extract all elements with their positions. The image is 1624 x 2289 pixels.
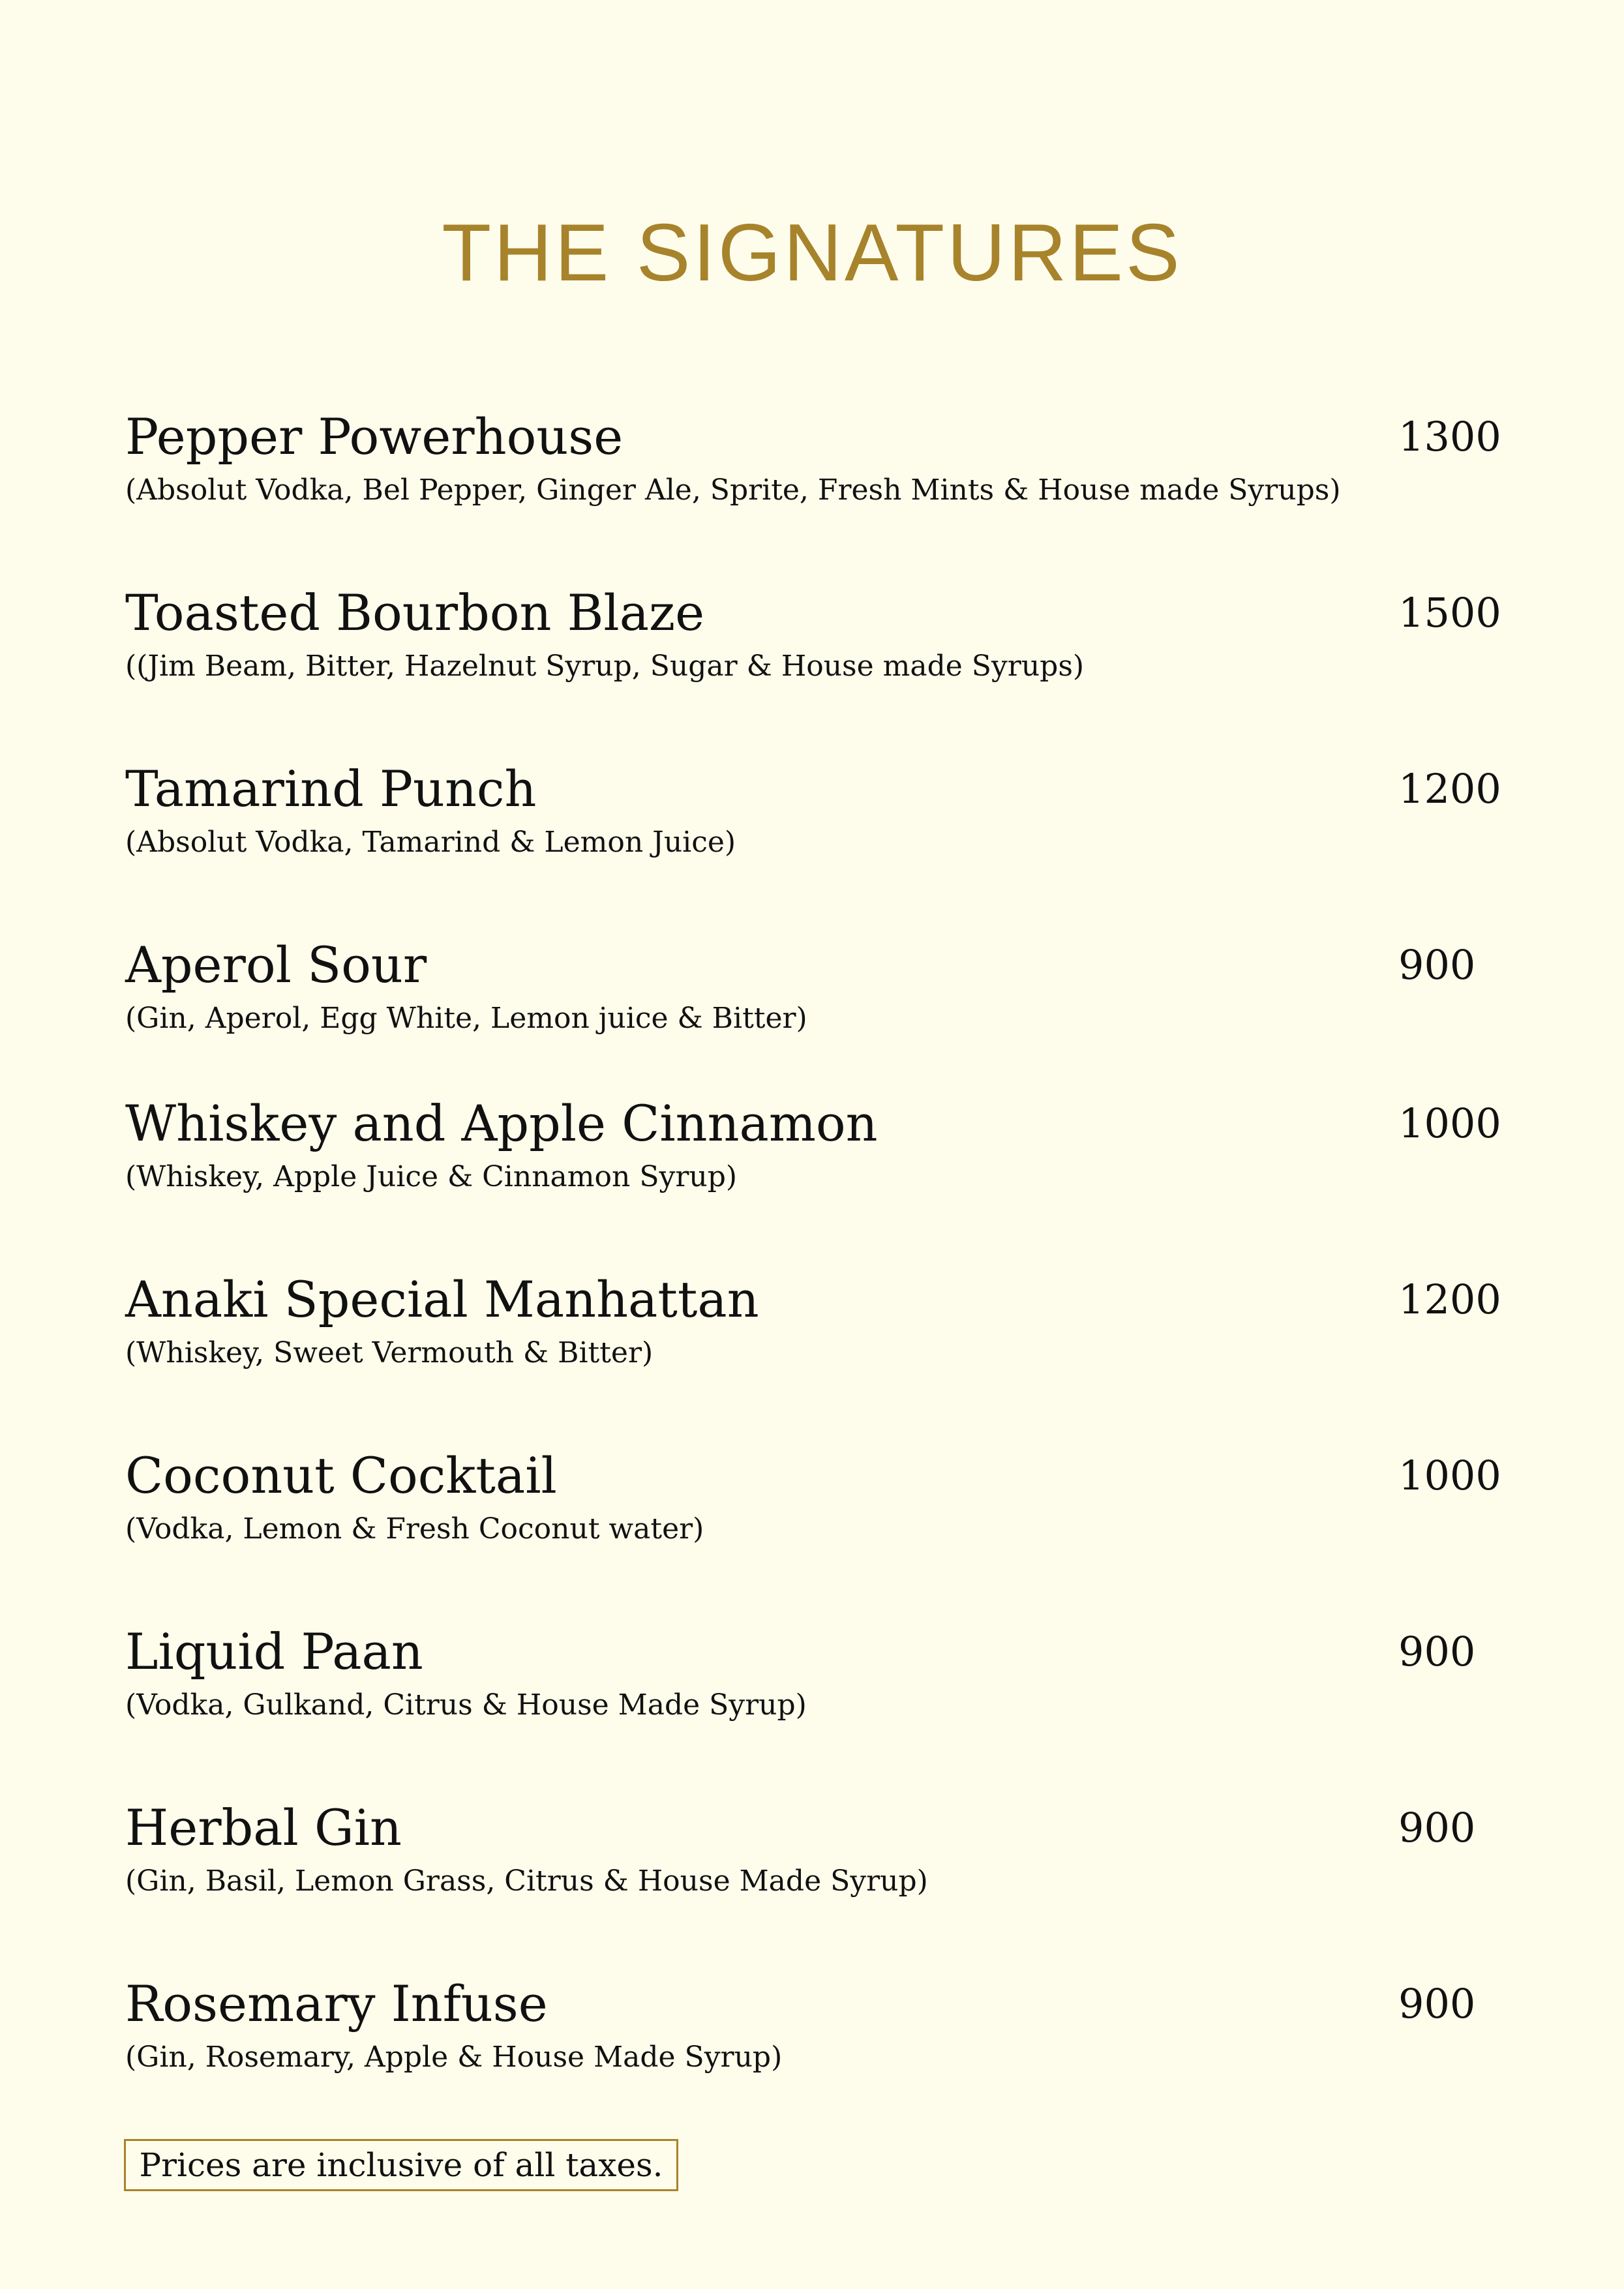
menu-item-description: (Vodka, Gulkand, Citrus & House Made Syrup)	[125, 1688, 807, 1722]
menu-item-description: (Absolut Vodka, Bel Pepper, Ginger Ale, Sprite, Fresh Mints & House made Syrups)	[125, 473, 1341, 507]
menu-item-description: (Gin, Rosemary, Apple & House Made Syrup)	[125, 2041, 783, 2074]
menu-item-price: 1000	[1398, 1100, 1501, 1147]
menu-item	[125, 1621, 1527, 1731]
menu-item-name: Liquid Paan	[125, 1623, 423, 1681]
menu-item	[125, 1973, 1527, 2084]
menu-item	[125, 1797, 1527, 1908]
menu-item	[125, 406, 1527, 516]
menu-item-description: (Whiskey, Sweet Vermouth & Bitter)	[125, 1336, 654, 1369]
menu-item	[125, 934, 1527, 1045]
menu-item-price: 1000	[1398, 1452, 1501, 1499]
menu-item-price: 900	[1398, 1804, 1476, 1851]
tax-note: Prices are inclusive of all taxes.	[124, 2139, 678, 2191]
menu-item-description: (Whiskey, Apple Juice & Cinnamon Syrup)	[125, 1160, 738, 1193]
menu-item	[125, 1444, 1527, 1555]
menu-item-name: Herbal Gin	[125, 1799, 402, 1857]
menu-item-price: 900	[1398, 941, 1476, 989]
menu-item	[125, 758, 1527, 869]
menu-item-name: Anaki Special Manhattan	[125, 1270, 759, 1328]
menu-item-name: Aperol Sour	[125, 936, 427, 994]
menu-item-price: 1200	[1398, 765, 1501, 813]
page-title: THE SIGNATURES	[442, 208, 1182, 298]
menu-item-price: 900	[1398, 1628, 1476, 1675]
menu-item-name: Rosemary Infuse	[125, 1975, 548, 2033]
menu-item	[125, 1268, 1527, 1379]
menu-item	[125, 582, 1527, 693]
menu-item-description: (Gin, Aperol, Egg White, Lemon juice & Bitter)	[125, 1002, 807, 1035]
menu-item-name: Tamarind Punch	[125, 760, 537, 818]
menu-item-price: 1500	[1398, 589, 1501, 636]
menu-item	[125, 1092, 1527, 1203]
menu-item-name: Toasted Bourbon Blaze	[125, 584, 705, 642]
menu-item-name: Coconut Cocktail	[125, 1446, 557, 1504]
menu-item-price: 1200	[1398, 1276, 1501, 1323]
menu-item-description: ((Jim Beam, Bitter, Hazelnut Syrup, Sugar & House made Syrups)	[125, 650, 1085, 683]
menu-item-description: (Vodka, Lemon & Fresh Coconut water)	[125, 1512, 704, 1546]
menu-item-name: Whiskey and Apple Cinnamon	[125, 1094, 878, 1152]
menu-item-description: (Gin, Basil, Lemon Grass, Citrus & House Made Syrup)	[125, 1864, 928, 1898]
menu-item-price: 1300	[1398, 413, 1501, 460]
menu-item-description: (Absolut Vodka, Tamarind & Lemon Juice)	[125, 826, 736, 859]
menu-item-price: 900	[1398, 1980, 1476, 2027]
menu-item-name: Pepper Powerhouse	[125, 408, 624, 466]
